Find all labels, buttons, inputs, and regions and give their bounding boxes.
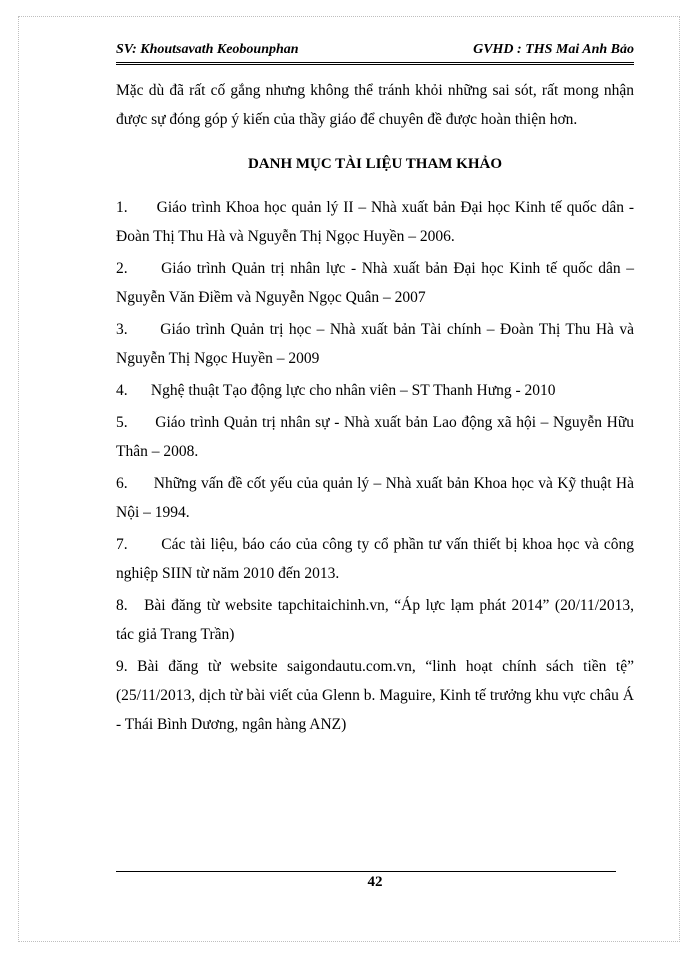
reference-item: 1. Giáo trình Khoa học quản lý II – Nhà xuất bản Đại học Kinh tế quốc dân - Đoàn Thị Thu Hà và Nguyễn Thị Ngọc Huyền – 2006. xyxy=(116,199,634,245)
section-title: DANH MỤC TÀI LIỆU THAM KHẢO xyxy=(247,156,503,172)
reference-item: 5. Giáo trình Quản trị nhân sự - Nhà xuất bản Lao động xã hội – Nguyễn Hữu Thân – 2008. xyxy=(116,414,634,460)
page-content xyxy=(116,76,634,742)
reference-item: 4. Nghệ thuật Tạo động lực cho nhân viên – ST Thanh Hưng - 2010 xyxy=(116,382,556,399)
header-advisor-name: GVHD : THS Mai Anh Bảo xyxy=(473,42,634,57)
page-number: 42 xyxy=(367,874,383,890)
footer-rule xyxy=(116,871,616,872)
reference-list xyxy=(116,193,634,739)
reference-item: 8. Bài đăng từ website tapchitaichinh.vn, “Áp lực lạm phát 2014” (20/11/2013, tác giả Trang Trần) xyxy=(116,597,634,643)
page-header xyxy=(116,42,634,62)
reference-item: 6. Những vấn đề cốt yếu của quản lý – Nhà xuất bản Khoa học và Kỹ thuật Hà Nội – 1994. xyxy=(116,475,634,521)
reference-item: 2. Giáo trình Quản trị nhân lực - Nhà xuất bản Đại học Kinh tế quốc dân – Nguyễn Văn Điềm và Nguyễn Ngọc Quân – 2007 xyxy=(116,260,634,306)
reference-item: 3. Giáo trình Quản trị học – Nhà xuất bản Tài chính – Đoàn Thị Thu Hà và Nguyễn Thị Ngọc Huyền – 2009 xyxy=(116,321,634,367)
reference-item: 7. Các tài liệu, báo cáo của công ty cổ phần tư vấn thiết bị khoa học và công nghiệp SIIN từ năm 2010 đến 2013. xyxy=(116,536,634,582)
reference-item: 9. Bài đăng từ website saigondautu.com.vn, “linh hoạt chính sách tiền tệ” (25/11/2013, dịch từ bài viết của Glenn b. Maguire, Kinh tế trưởng khu vực châu Á - Thái Bình Dương, ngân hàng ANZ) xyxy=(116,658,634,733)
header-rule xyxy=(116,62,634,65)
header-student-name: SV: Khoutsavath Keobounphan xyxy=(116,42,299,57)
intro-paragraph: Mặc dù đã rất cố gắng nhưng không thể tránh khỏi những sai sót, rất mong nhận được sự đóng góp ý kiến của thầy giáo để chuyên đề được hoàn thiện hơn. xyxy=(116,82,634,128)
